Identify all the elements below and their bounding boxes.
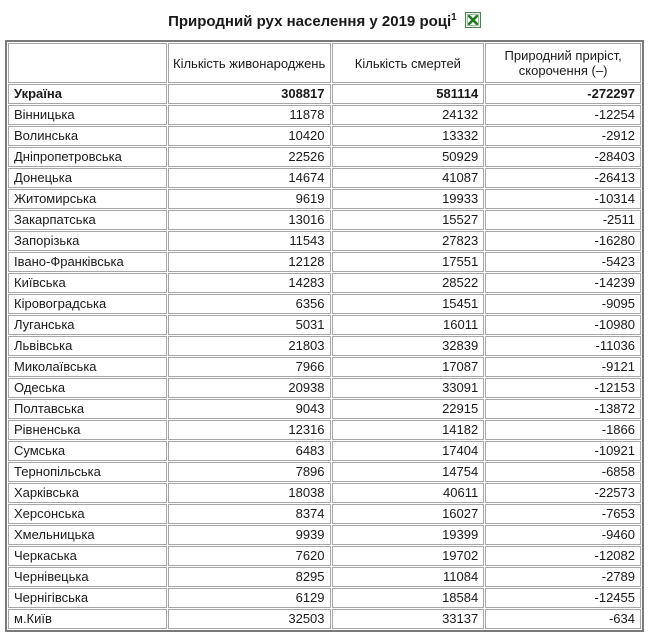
region-cell: м.Київ [8,609,167,629]
table-row [8,441,641,461]
births-cell: 7620 [168,546,331,566]
table-row [8,567,641,587]
table-row [8,252,641,272]
deaths-cell: 22915 [332,399,485,419]
region-cell: Вінницька [8,105,167,125]
net-change-cell: -28403 [485,147,641,167]
births-cell: 13016 [168,210,331,230]
table-row [8,483,641,503]
table-row [8,504,641,524]
table-row [8,588,641,608]
deaths-cell: 18584 [332,588,485,608]
table-row [8,525,641,545]
col-header-region [8,43,167,83]
table-row [8,336,641,356]
table-row [8,378,641,398]
births-cell: 8374 [168,504,331,524]
population-table [5,40,644,632]
net-change-cell: -14239 [485,273,641,293]
net-change-cell: -2912 [485,126,641,146]
deaths-cell: 17404 [332,441,485,461]
table-row [8,168,641,188]
title-footnote-marker: 1 [451,12,457,23]
deaths-cell: 40611 [332,483,485,503]
region-cell: Волинська [8,126,167,146]
table-row [8,609,641,629]
births-cell: 14674 [168,168,331,188]
net-change-cell: -1866 [485,420,641,440]
deaths-cell: 13332 [332,126,485,146]
net-change-cell: -9460 [485,525,641,545]
births-cell: 9619 [168,189,331,209]
deaths-cell: 28522 [332,273,485,293]
deaths-cell: 17551 [332,252,485,272]
births-cell: 12128 [168,252,331,272]
deaths-cell: 41087 [332,168,485,188]
table-row [8,231,641,251]
net-change-cell: -11036 [485,336,641,356]
title-text: Природний рух населення у 2019 році [168,13,452,30]
deaths-cell: 19702 [332,546,485,566]
deaths-cell: 581114 [332,84,485,104]
table-body [8,84,641,629]
births-cell: 22526 [168,147,331,167]
net-change-cell: -2511 [485,210,641,230]
deaths-cell: 11084 [332,567,485,587]
births-cell: 20938 [168,378,331,398]
births-cell: 21803 [168,336,331,356]
region-cell: Одеська [8,378,167,398]
net-change-cell: -272297 [485,84,641,104]
region-cell: Чернігівська [8,588,167,608]
net-change-cell: -22573 [485,483,641,503]
table-row [8,84,641,104]
table-row [8,147,641,167]
net-change-cell: -10980 [485,315,641,335]
table-row [8,420,641,440]
deaths-cell: 50929 [332,147,485,167]
births-cell: 6356 [168,294,331,314]
region-cell: Дніпропетровська [8,147,167,167]
table-row [8,273,641,293]
table-row [8,462,641,482]
births-cell: 7896 [168,462,331,482]
net-change-cell: -12082 [485,546,641,566]
deaths-cell: 19933 [332,189,485,209]
table-row [8,399,641,419]
region-cell: Львівська [8,336,167,356]
region-cell: Черкаська [8,546,167,566]
region-cell: Донецька [8,168,167,188]
region-cell: Харківська [8,483,167,503]
region-cell: Херсонська [8,504,167,524]
net-change-cell: -10921 [485,441,641,461]
net-change-cell: -6858 [485,462,641,482]
births-cell: 6129 [168,588,331,608]
net-change-cell: -12455 [485,588,641,608]
deaths-cell: 16011 [332,315,485,335]
region-cell: Сумська [8,441,167,461]
births-cell: 7966 [168,357,331,377]
region-cell: Миколаївська [8,357,167,377]
table-row [8,126,641,146]
table-row [8,357,641,377]
births-cell: 8295 [168,567,331,587]
region-cell: Житомирська [8,189,167,209]
deaths-cell: 33091 [332,378,485,398]
net-change-cell: -16280 [485,231,641,251]
net-change-cell: -9121 [485,357,641,377]
excel-icon [465,12,481,28]
col-header-natural-increase: Природний приріст, скорочення (–) [485,43,641,83]
region-cell: Україна [8,84,167,104]
table-row [8,294,641,314]
births-cell: 11878 [168,105,331,125]
excel-download-icon[interactable] [465,12,481,28]
page-title [5,8,644,32]
births-cell: 14283 [168,273,331,293]
col-header-births: Кількість живонароджень [168,43,331,83]
region-cell: Закарпатська [8,210,167,230]
table-row [8,546,641,566]
deaths-cell: 14754 [332,462,485,482]
col-header-deaths: Кількість смертей [332,43,485,83]
table-row [8,105,641,125]
births-cell: 12316 [168,420,331,440]
region-cell: Рівненська [8,420,167,440]
births-cell: 18038 [168,483,331,503]
net-change-cell: -5423 [485,252,641,272]
net-change-cell: -13872 [485,399,641,419]
net-change-cell: -634 [485,609,641,629]
deaths-cell: 15527 [332,210,485,230]
births-cell: 9043 [168,399,331,419]
region-cell: Кіровоградська [8,294,167,314]
region-cell: Тернопільська [8,462,167,482]
deaths-cell: 27823 [332,231,485,251]
net-change-cell: -2789 [485,567,641,587]
table-row [8,210,641,230]
region-cell: Хмельницька [8,525,167,545]
deaths-cell: 17087 [332,357,485,377]
region-cell: Луганська [8,315,167,335]
births-cell: 9939 [168,525,331,545]
net-change-cell: -26413 [485,168,641,188]
deaths-cell: 16027 [332,504,485,524]
region-cell: Київська [8,273,167,293]
region-cell: Івано-Франківська [8,252,167,272]
births-cell: 32503 [168,609,331,629]
births-cell: 11543 [168,231,331,251]
deaths-cell: 33137 [332,609,485,629]
net-change-cell: -10314 [485,189,641,209]
region-cell: Чернівецька [8,567,167,587]
births-cell: 6483 [168,441,331,461]
table-row [8,189,641,209]
region-cell: Запорізька [8,231,167,251]
net-change-cell: -7653 [485,504,641,524]
deaths-cell: 32839 [332,336,485,356]
births-cell: 5031 [168,315,331,335]
deaths-cell: 14182 [332,420,485,440]
table-row [8,315,641,335]
header-row [8,43,641,83]
net-change-cell: -12254 [485,105,641,125]
births-cell: 308817 [168,84,331,104]
net-change-cell: -9095 [485,294,641,314]
deaths-cell: 24132 [332,105,485,125]
deaths-cell: 15451 [332,294,485,314]
net-change-cell: -12153 [485,378,641,398]
births-cell: 10420 [168,126,331,146]
deaths-cell: 19399 [332,525,485,545]
region-cell: Полтавська [8,399,167,419]
